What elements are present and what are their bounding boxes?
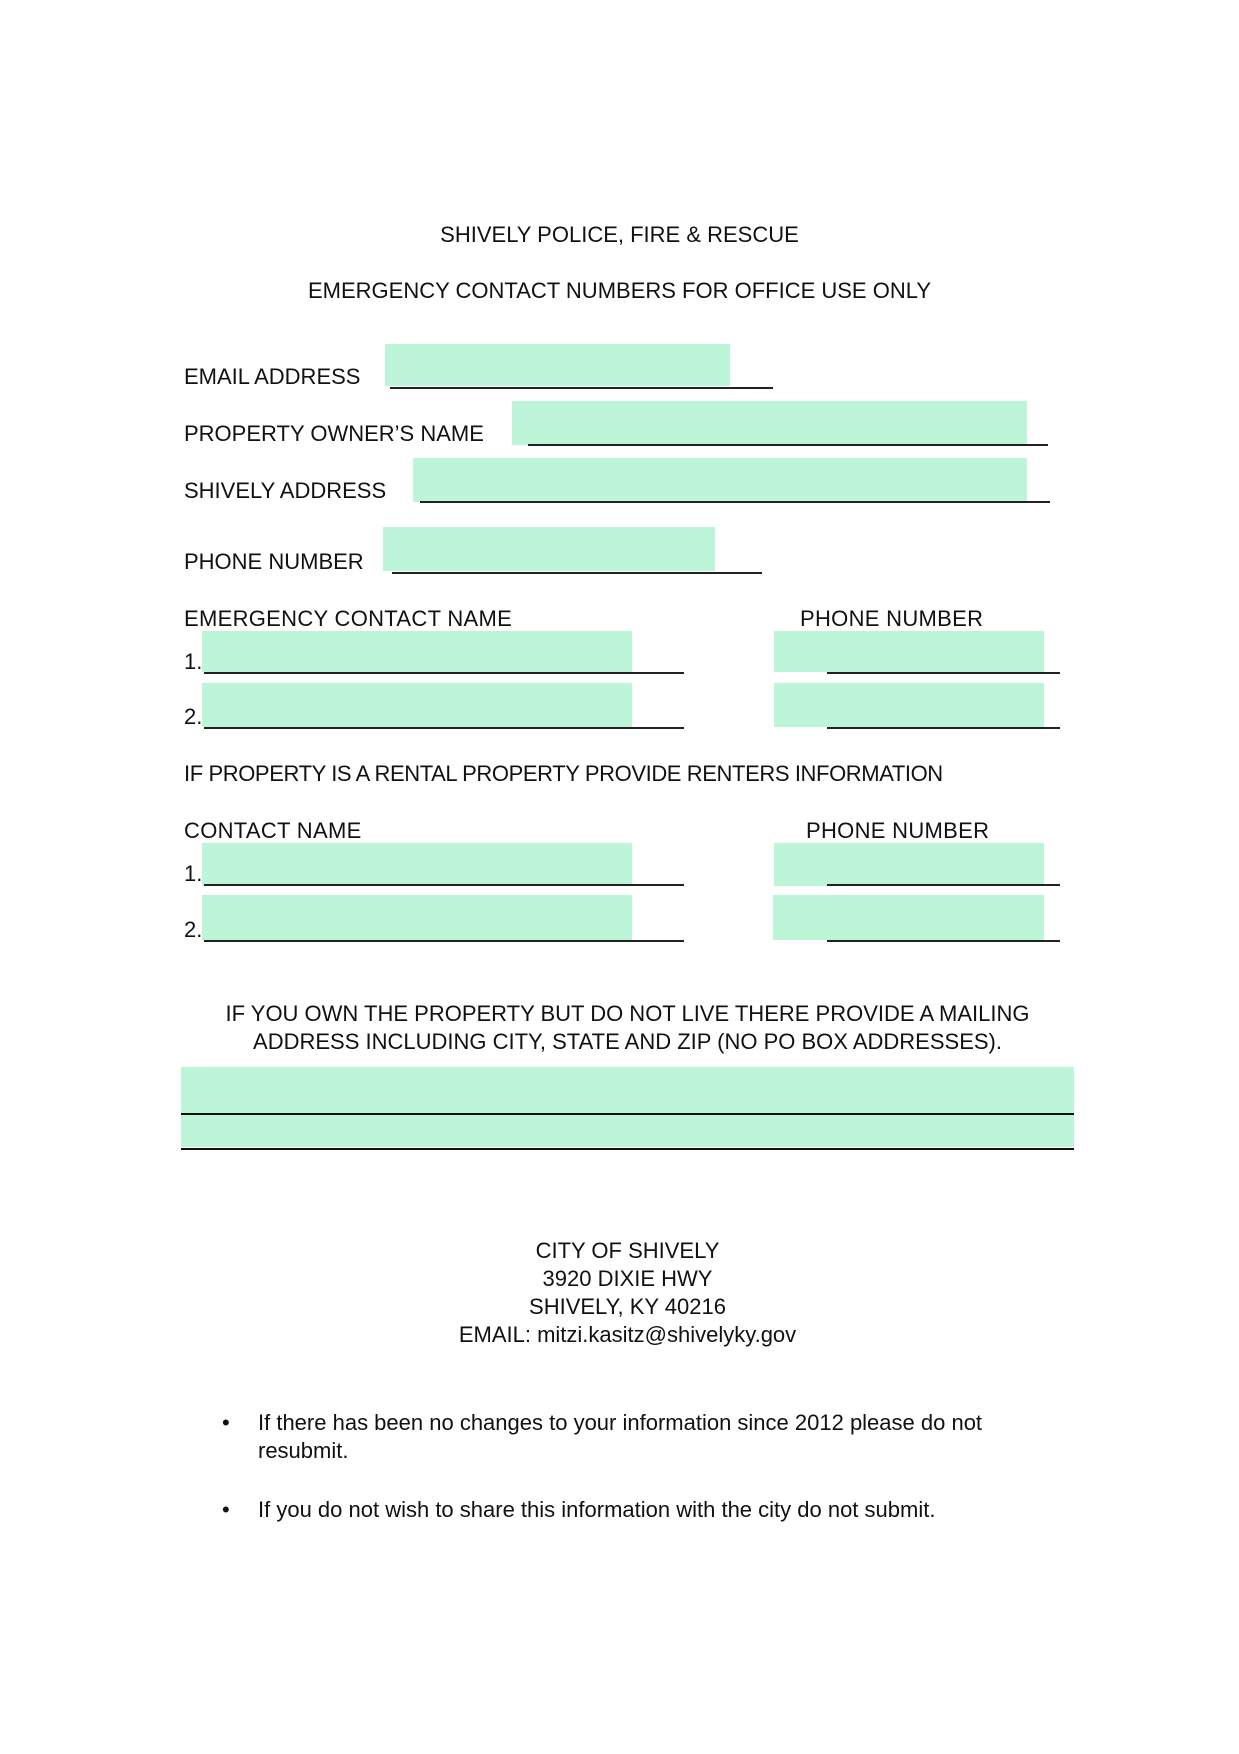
email-underline [390, 387, 773, 389]
emergency-phone-2-field[interactable] [774, 683, 1044, 727]
email-field[interactable] [385, 344, 730, 386]
phone-underline [392, 572, 762, 574]
emergency-name-2-underline [204, 727, 684, 729]
city-street: 3920 DIXIE HWY [542, 1266, 713, 1291]
mailing-address-field[interactable] [181, 1067, 1074, 1147]
rental-phone-1-underline [827, 884, 1060, 886]
city-email: EMAIL: mitzi.kasitz@shivelyky.gov [458, 1322, 797, 1347]
address-underline [420, 501, 1050, 503]
mailing-address-line-1 [181, 1113, 1074, 1115]
city-state-zip: SHIVELY, KY 40216 [529, 1294, 726, 1319]
note-2: If you do not wish to share this information with the city do not submit. [258, 1497, 936, 1522]
address-label: SHIVELY ADDRESS [184, 478, 387, 503]
rental-name-2-underline [204, 940, 684, 942]
address-field[interactable] [413, 458, 1027, 502]
emergency-row-2-number: 2. [184, 704, 203, 729]
mailing-address-line-2 [181, 1148, 1074, 1150]
mailing-instructions-line-2: ADDRESS INCLUDING CITY, STATE AND ZIP (NO PO BOX ADDRESSES). [253, 1029, 1002, 1054]
rental-name-1-underline [204, 884, 684, 886]
owner-name-label: PROPERTY OWNER’S NAME [184, 421, 484, 446]
emergency-phone-2-underline [827, 727, 1060, 729]
emergency-name-1-field[interactable] [202, 631, 632, 672]
owner-name-underline [528, 444, 1048, 446]
rental-name-1-field[interactable] [202, 843, 632, 886]
email-label: EMAIL ADDRESS [184, 364, 361, 389]
rental-name-2-field[interactable] [202, 895, 632, 940]
rental-phone-2-underline [827, 940, 1060, 942]
rental-name-header: CONTACT NAME [184, 818, 362, 843]
form-subtitle: EMERGENCY CONTACT NUMBERS FOR OFFICE USE ONLY [308, 278, 931, 303]
owner-name-field[interactable] [512, 401, 1027, 445]
city-name: CITY OF SHIVELY [535, 1238, 720, 1263]
emergency-name-2-field[interactable] [202, 683, 632, 727]
emergency-phone-1-underline [827, 672, 1060, 674]
rental-row-1-number: 1. [184, 861, 203, 886]
rental-phone-1-field[interactable] [774, 843, 1044, 886]
bullet-1: • [222, 1410, 230, 1435]
emergency-phone-1-field[interactable] [774, 631, 1044, 672]
mailing-instructions-line-1: IF YOU OWN THE PROPERTY BUT DO NOT LIVE THERE PROVIDE A MAILING [225, 1001, 1030, 1026]
phone-field[interactable] [383, 527, 715, 571]
bullet-2: • [222, 1497, 230, 1522]
rental-notice: IF PROPERTY IS A RENTAL PROPERTY PROVIDE RENTERS INFORMATION [184, 761, 943, 786]
emergency-name-header: EMERGENCY CONTACT NAME [184, 606, 513, 631]
note-1: If there has been no changes to your information since 2012 please do not resubmit. [258, 1410, 983, 1463]
rental-phone-2-field[interactable] [773, 895, 1044, 940]
phone-label: PHONE NUMBER [184, 549, 364, 574]
rental-phone-header: PHONE NUMBER [806, 818, 990, 843]
rental-row-2-number: 2. [184, 917, 203, 942]
form-title: SHIVELY POLICE, FIRE & RESCUE [440, 222, 799, 247]
emergency-phone-header: PHONE NUMBER [800, 606, 984, 631]
emergency-row-1-number: 1. [184, 649, 203, 674]
emergency-name-1-underline [204, 672, 684, 674]
